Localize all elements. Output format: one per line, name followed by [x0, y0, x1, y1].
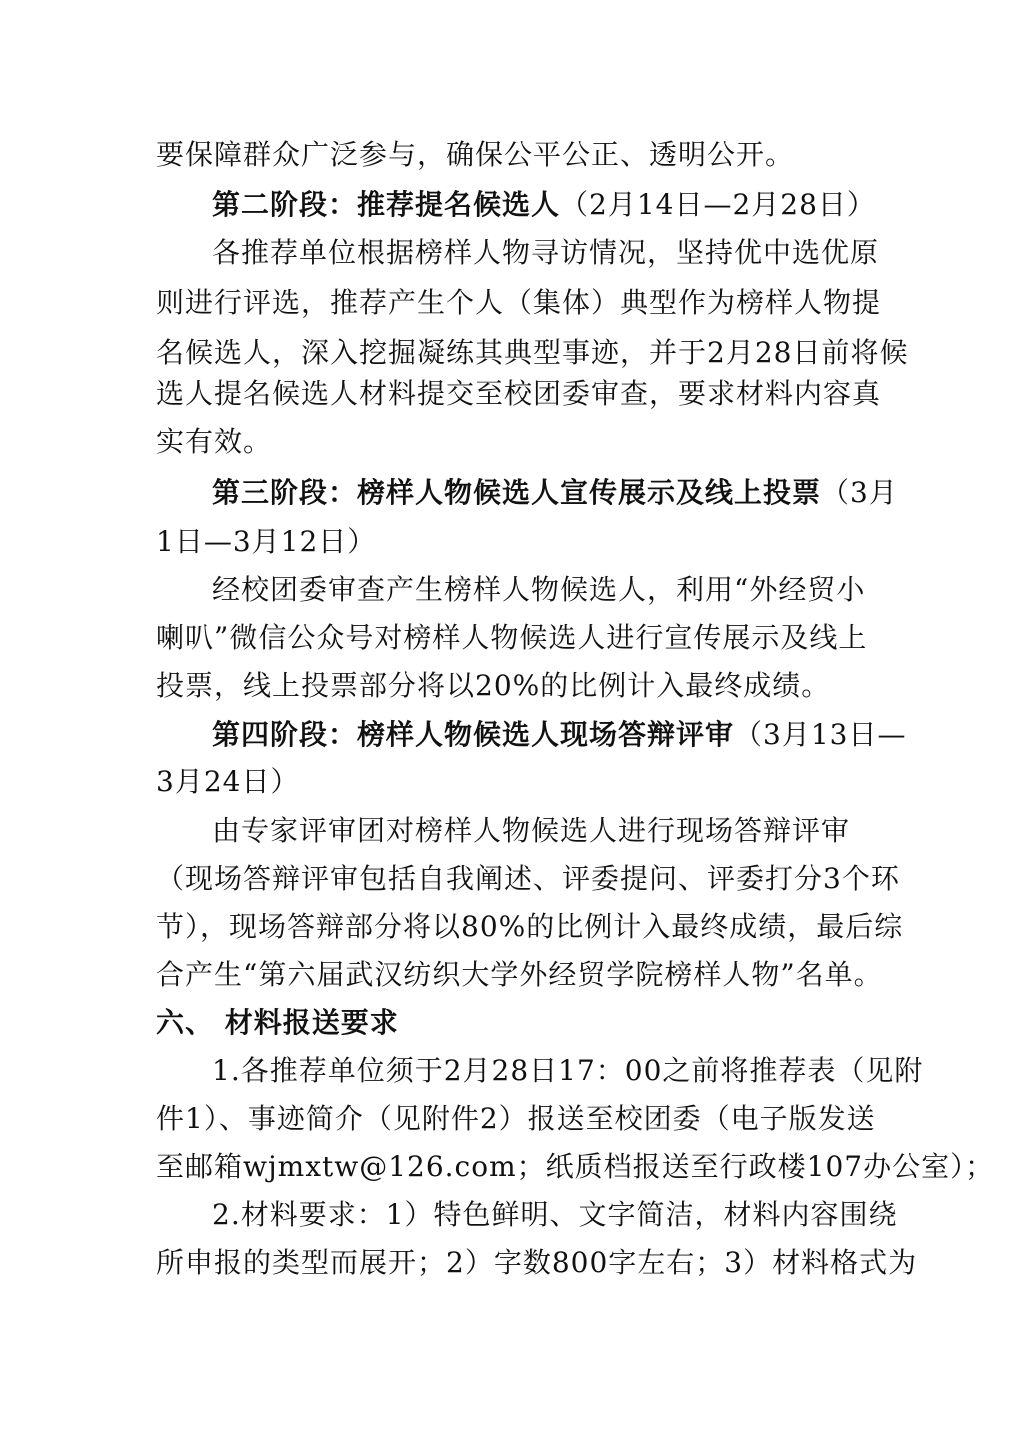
line-text: 由专家评审团对榜样人物候选人进行现场答辩评审	[212, 814, 851, 847]
stage-two-heading	[212, 185, 932, 225]
line-text: 1日—3月12日）	[156, 525, 377, 558]
line-text: （现场答辩评审包括自我阐述、评委提问、评委打分3个环	[156, 862, 900, 895]
line-text: 件1）、事迹简介（见附件2）报送至校团委（电子版发送	[156, 1102, 876, 1135]
line-text: 实有效。	[156, 425, 273, 458]
section-six-heading	[156, 1003, 876, 1043]
paragraph-line	[156, 333, 909, 373]
paragraph-line	[156, 907, 904, 947]
stage-three-dates: （3月	[821, 476, 898, 509]
paragraph-line	[156, 1147, 995, 1187]
line-text: 2.材料要求：1）特色鲜明、文字简洁，材料内容围绕	[212, 1198, 898, 1231]
line-text: 投票，线上投票部分将以20%的比例计入最终成绩。	[156, 669, 831, 702]
line-text: 合产生“第六届武汉纺织大学外经贸学院榜样人物”名单。	[156, 958, 883, 991]
line-text: 喇叭”微信公众号对榜样人物候选人进行宣传展示及线上	[156, 621, 868, 654]
paragraph-line	[156, 135, 876, 175]
paragraph-line	[156, 955, 883, 995]
line-text: 1.各推荐单位须于2月28日17：00之前将推荐表（见附	[212, 1054, 924, 1087]
section-six-title: 六、 材料报送要求	[156, 1006, 399, 1039]
stage-two-title: 第二阶段：推荐提名候选人	[212, 188, 561, 221]
stage-four-dates: （3月13日—	[734, 718, 907, 751]
line-text: 则进行评选，推荐产生个人（集体）典型作为榜样人物提	[156, 286, 882, 319]
line-text: 节），现场答辩部分将以80%的比例计入最终成绩，最后综	[156, 910, 904, 943]
paragraph-line	[156, 283, 882, 323]
stage-three-title: 第三阶段：榜样人物候选人宣传展示及线上投票	[212, 476, 822, 509]
stage-four-heading	[212, 715, 932, 755]
line-text: 经校团委审查产生榜样人物候选人，利用“外经贸小	[212, 573, 866, 606]
line-text: 名候选人，深入挖掘凝练其典型事迹，并于2月28日前将候	[156, 336, 909, 369]
stage-three-heading	[212, 473, 932, 513]
paragraph-line	[156, 618, 876, 658]
line-text: 要保障群众广泛参与，确保公平公正、透明公开。	[156, 138, 795, 171]
paragraph-line	[212, 233, 932, 273]
paragraph-line	[212, 811, 932, 851]
paragraph-line	[212, 1051, 932, 1091]
paragraph-line	[156, 1099, 876, 1139]
paragraph-line	[156, 374, 882, 414]
stage-four-title: 第四阶段：榜样人物候选人现场答辩评审	[212, 718, 735, 751]
paragraph-line	[156, 1243, 918, 1283]
paragraph-line	[156, 522, 876, 562]
paragraph-line	[212, 1195, 932, 1235]
line-text: 所申报的类型而展开；2）字数800字左右；3）材料格式为	[156, 1246, 918, 1279]
line-text: 选人提名候选人材料提交至校团委审查，要求材料内容真	[156, 377, 882, 410]
line-text: 至邮箱wjmxtw@126.com；纸质档报送至行政楼107办公室）；	[156, 1150, 995, 1183]
paragraph-line	[156, 859, 900, 899]
paragraph-line	[156, 666, 876, 706]
line-text: 各推荐单位根据榜样人物寻访情况，坚持优中选优原	[212, 236, 880, 269]
stage-two-dates: （2月14日—2月28日）	[560, 188, 876, 221]
paragraph-line	[212, 570, 932, 610]
paragraph-line	[156, 422, 876, 462]
paragraph-line	[156, 762, 876, 802]
line-text: 3月24日）	[156, 765, 300, 798]
